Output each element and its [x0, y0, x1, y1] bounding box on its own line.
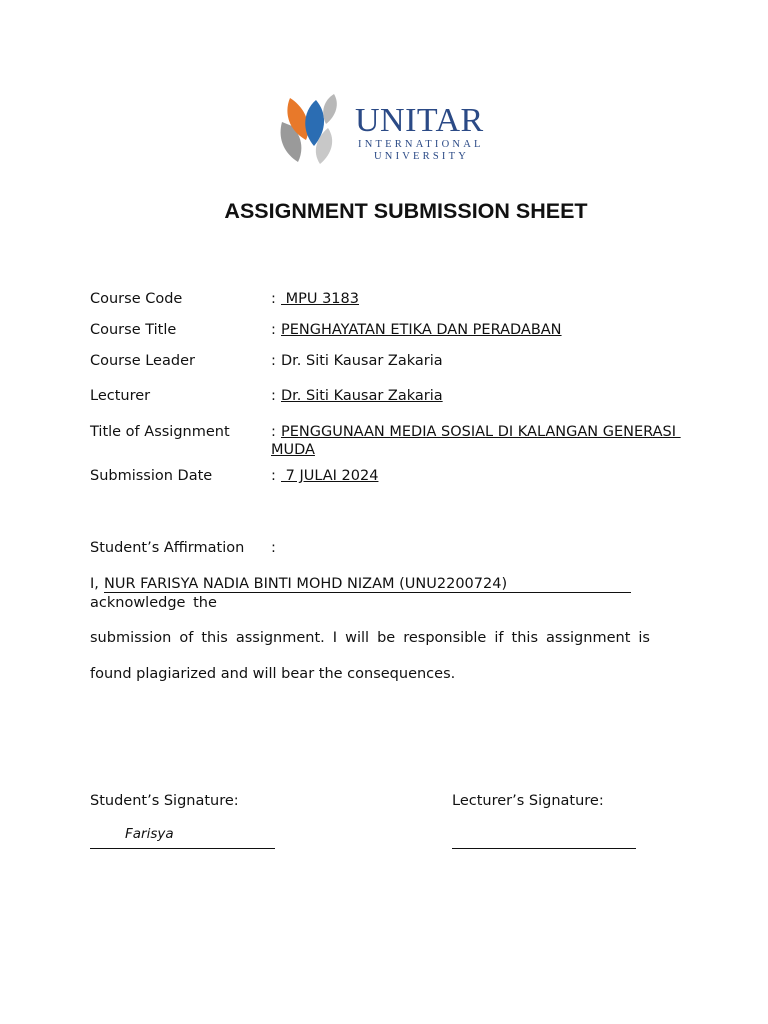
student-signature-label: Student’s Signature:	[90, 793, 239, 809]
student-name-line	[104, 575, 631, 593]
lecturer-signature-label: Lecturer’s Signature:	[452, 793, 604, 809]
assignment-title-colon: :	[271, 424, 276, 440]
affirmation-colon: :	[271, 540, 276, 556]
logo-wordmark: UNITAR	[355, 102, 484, 139]
affirmation-line4: found plagiarized and will bear the consequences.	[90, 666, 456, 682]
student-signature: Farisya	[125, 826, 174, 842]
lecturer-label: Lecturer	[90, 388, 151, 404]
submission-date-value: 7 JULAI 2024	[281, 468, 379, 484]
affirmation-label: Student’s Affirmation	[90, 540, 245, 556]
submission-date-colon: :	[271, 468, 276, 484]
student-signature-line	[90, 848, 275, 849]
lecturer-signature-line	[452, 848, 636, 849]
course-leader-colon: :	[271, 353, 276, 369]
assignment-title-label: Title of Assignment	[90, 424, 230, 440]
page-title: ASSIGNMENT SUBMISSION SHEET	[224, 199, 588, 223]
affirmation-line2: acknowledge the	[90, 595, 217, 611]
affirmation-prefix: I,	[90, 576, 99, 592]
assignment-title-value-line1: PENGGUNAAN MEDIA SOSIAL DI KALANGAN GENERASI	[281, 424, 681, 440]
course-title-colon: :	[271, 322, 276, 338]
course-leader-label: Course Leader	[90, 353, 195, 369]
logo-subtitle-line2: UNIVERSITY	[374, 151, 469, 162]
course-code-label: Course Code	[90, 291, 183, 307]
affirmation-line3: submission of this assignment. I will be responsible if this assignment is	[90, 630, 650, 646]
assignment-title-value-line2: MUDA	[271, 442, 315, 458]
course-title-label: Course Title	[90, 322, 177, 338]
course-code-value: MPU 3183	[281, 291, 359, 307]
course-code-colon: :	[271, 291, 276, 307]
course-leader-value: Dr. Siti Kausar Zakaria	[281, 353, 443, 369]
lecturer-value: Dr. Siti Kausar Zakaria	[281, 388, 443, 404]
submission-date-label: Submission Date	[90, 468, 213, 484]
lecturer-colon: :	[271, 388, 276, 404]
course-title-value: PENGHAYATAN ETIKA DAN PERADABAN	[281, 322, 562, 338]
student-name: NUR FARISYA NADIA BINTI MOHD NIZAM (UNU2200724)	[104, 576, 508, 592]
logo-subtitle-line1: INTERNATIONAL	[358, 139, 484, 150]
